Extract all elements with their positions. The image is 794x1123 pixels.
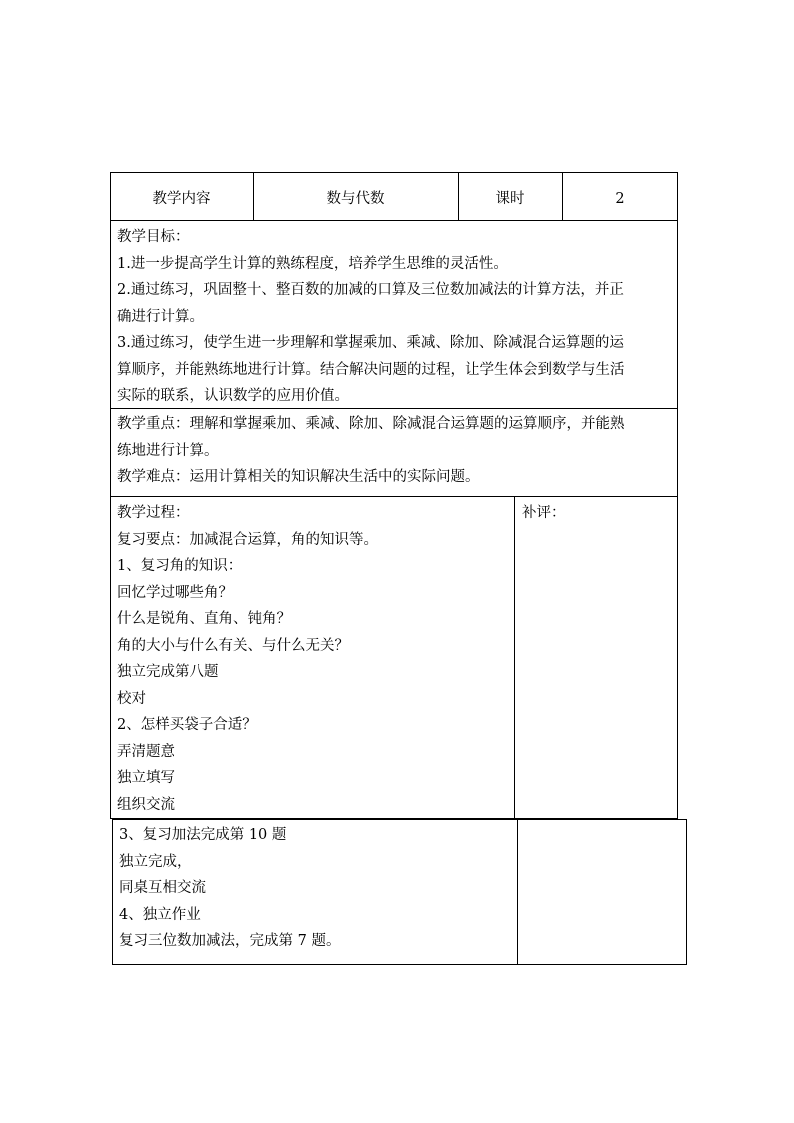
keypoints-section <box>117 411 625 491</box>
label-class-period: 课时 <box>495 191 525 207</box>
class-period-value: 2 <box>615 191 625 207</box>
process-line: 校对 <box>117 690 146 707</box>
process-line: 2、怎样买袋子合适？ <box>117 717 257 733</box>
objective-line: 3.通过练习，使学生进一步理解和掌握乘加、乘减、除加、除减混合运算题的运 <box>117 335 624 351</box>
keypoints-divider <box>110 496 678 497</box>
keypoint-line: 练地进行计算。 <box>117 442 219 459</box>
process-line: 独立完成第八题 <box>117 664 219 680</box>
comment-label: 补评： <box>522 505 566 521</box>
header-row-divider <box>110 220 678 221</box>
process-line: 什么是锐角、直角、钝角？ <box>117 611 291 627</box>
process-line: 独立填写 <box>117 770 175 786</box>
objectives-section <box>117 224 625 410</box>
process-line: 弄清题意 <box>117 743 175 760</box>
process2-line: 复习三位数加减法，完成第 7 题。 <box>119 933 341 949</box>
objectives-divider <box>110 408 678 409</box>
teaching-content-value: 数与代数 <box>326 191 385 207</box>
process-line: 1、复习角的知识： <box>117 558 243 574</box>
process-continued-section <box>119 822 340 955</box>
objective-line: 实际的联系，认识数学的应用价值。 <box>117 388 349 404</box>
objective-line: 算顺序，并能熟练地进行计算。结合解决问题的过程，让学生体会到数学与生活 <box>117 361 625 378</box>
process-comment-divider <box>514 496 515 819</box>
label-teaching-content: 教学内容 <box>152 191 211 207</box>
process2-line: 4、独立作业 <box>119 906 201 923</box>
keypoint-line: 教学重点：理解和掌握乘加、乘减、除加、除减混合运算题的运算顺序，并能熟 <box>117 416 625 432</box>
process-line: 复习要点：加减混合运算，角的知识等。 <box>117 531 378 548</box>
process-line: 角的大小与什么有关、与什么无关？ <box>117 637 349 654</box>
process-section <box>117 500 378 818</box>
process-line: 组织交流 <box>117 796 175 813</box>
process2-line: 3、复习加法完成第 10 题 <box>119 827 287 843</box>
objectives-title: 教学目标： <box>117 229 190 245</box>
objective-line: 2.通过练习，巩固整十、整百数的加减的口算及三位数加减法的计算方法，并正 <box>117 282 624 298</box>
objective-line: 确进行计算。 <box>117 308 204 325</box>
keypoint-line: 教学难点：运用计算相关的知识解决生活中的实际问题。 <box>117 469 480 485</box>
process-line: 教学过程： <box>117 505 190 521</box>
process2-comment-divider <box>517 819 518 965</box>
process2-line: 同桌互相交流 <box>119 880 206 896</box>
process-line: 回忆学过哪些角？ <box>117 584 233 601</box>
process2-line: 独立完成， <box>119 853 192 870</box>
objective-line: 1.进一步提高学生计算的熟练程度，培养学生思维的灵活性。 <box>117 255 508 272</box>
